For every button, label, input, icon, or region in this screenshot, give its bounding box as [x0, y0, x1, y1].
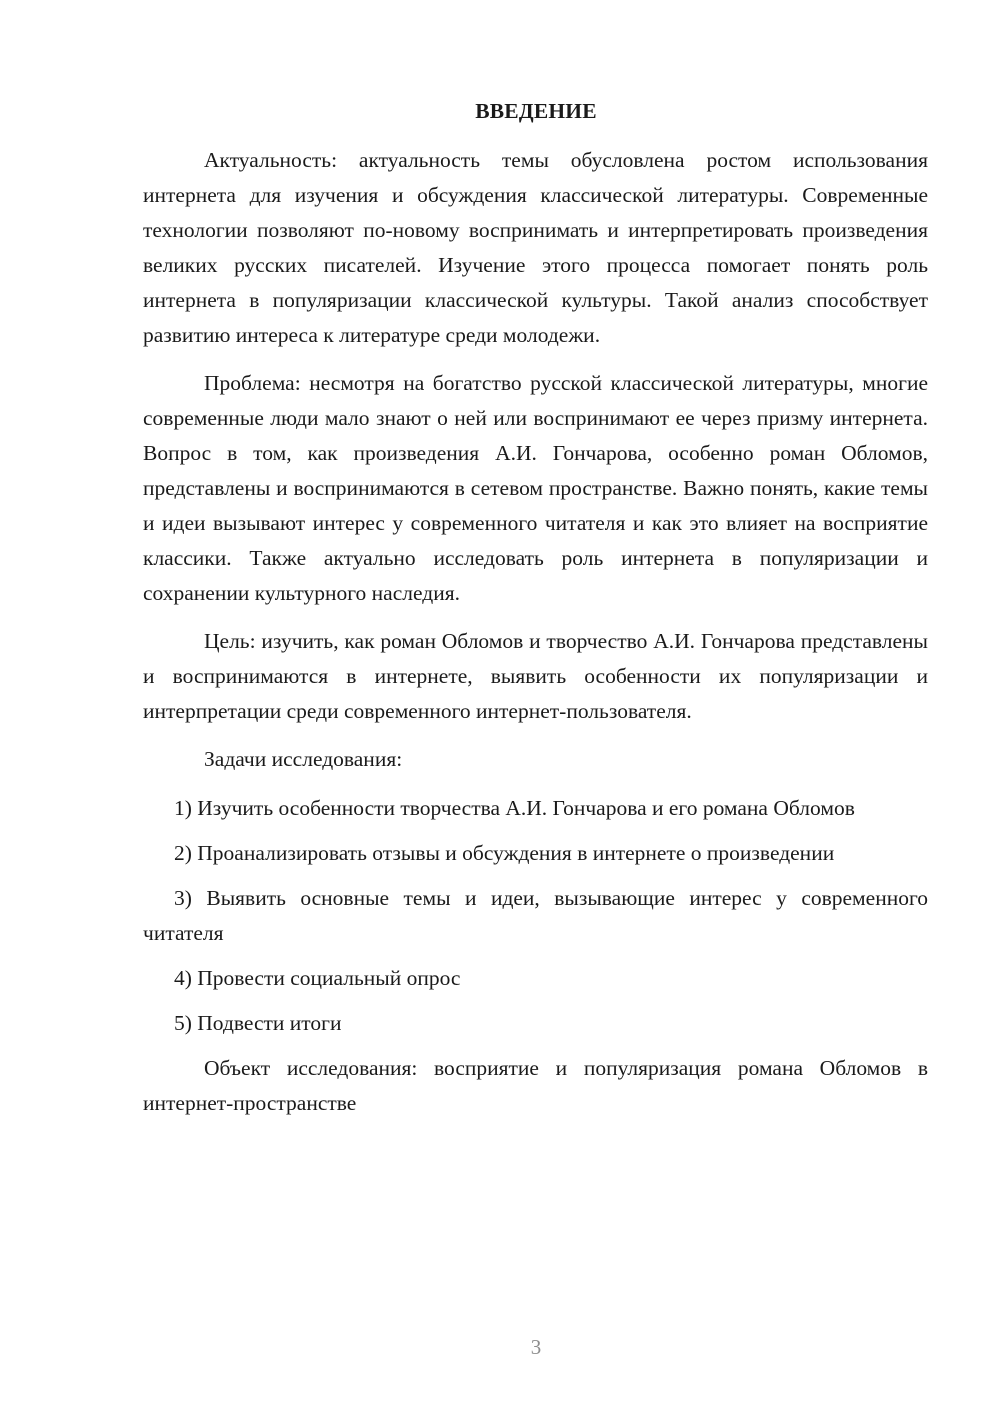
task-item: 2) Проанализировать отзывы и обсуждения в интернете о произведении	[174, 841, 835, 865]
document-body	[143, 143, 928, 1134]
goal-paragraph: Цель: изучить, как роман Обломов и творчество А.И. Гончарова представлены и воспринимаются в интернете, выявить особенности их популяризации и интерпретации среди современного интернет-пользователя.	[143, 629, 928, 723]
task-item: 4) Провести социальный опрос	[174, 966, 461, 990]
page-title: ВВЕДЕНИЕ	[475, 99, 597, 123]
tasks-heading: Задачи исследования:	[204, 747, 403, 771]
page-number: 3	[530, 1335, 542, 1359]
task-item: 1) Изучить особенности творчества А.И. Гончарова и его романа Обломов	[174, 796, 855, 820]
task-item: 5) Подвести итоги	[174, 1011, 342, 1035]
relevance-paragraph: Актуальность: актуальность темы обусловлена ростом использования интернета для изучения и обсуждения классической литературы. Современные технологии позволяют по-новому воспринимать и интерпретировать произведения великих русских писателей. Изучение этого процесса помогает понять роль интернета в популяризации классической культуры. Такой анализ способствует развитию интереса к литературе среди молодежи.	[143, 148, 928, 347]
task-item: 3) Выявить основные темы и идеи, вызывающие интерес у современного читателя	[143, 886, 928, 945]
problem-paragraph: Проблема: несмотря на богатство русской классической литературы, многие современные люди мало знают о ней или воспринимают ее через призму интернета. Вопрос в том, как произведения А.И. Гончарова, особенно роман Обломов, представлены и воспринимаются в сетевом пространстве. Важно понять, какие темы и идеи вызывают интерес у современного читателя и как это влияет на восприятие классики. Также актуально исследовать роль интернета в популяризации и сохранении культурного наследия.	[143, 371, 928, 605]
research-object-paragraph: Объект исследования: восприятие и популяризация романа Обломов в интернет-пространстве	[143, 1056, 928, 1115]
